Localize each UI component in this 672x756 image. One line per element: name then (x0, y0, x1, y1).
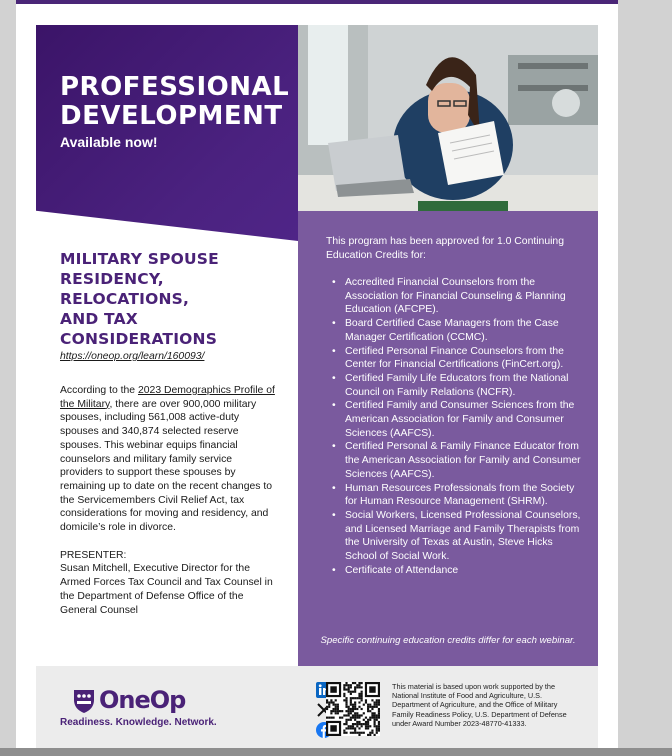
credit-item: • Certificate of Attendance (328, 564, 583, 578)
credits-note: Specific continuing education credits differ for each webinar. (320, 635, 576, 646)
credits-list (328, 276, 583, 577)
webinar-title-line: AND TAX CONSIDERATIONS (60, 310, 218, 348)
credit-item: • Social Workers, Licensed Professional Counselors, and Licensed Marriage and Family Therapists from the University of Texas at Austin, Steve Hicks School of Social Work. (328, 509, 583, 564)
credit-item: • Accredited Financial Counselors from the Association for Financial Counseling & Planning Education (AFCPE). (328, 276, 583, 317)
credit-item: • Human Resources Professionals from the Society for Human Resource Management (SHRM). (328, 482, 583, 509)
credit-item: • Certified Personal & Family Finance Educator from the American Association for Family and Consumer Sciences (AAFCS). (328, 440, 583, 481)
credits-intro: This program has been approved for 1.0 Continuing Education Credits for: (326, 236, 564, 261)
qr-code[interactable] (326, 682, 380, 736)
hero-subtitle: Available now! (60, 134, 158, 150)
credit-item: • Board Certified Case Managers from the Case Manager Certification (CCMC). (328, 317, 583, 344)
webinar-title (60, 249, 276, 349)
logo-tagline: Readiness. Knowledge. Network. (60, 717, 217, 728)
hero-title (60, 73, 289, 131)
logo-wordmark: OneOp (99, 686, 186, 714)
webinar-details (60, 249, 276, 617)
funding-disclaimer: This material is based upon work supported by the National Institute of Food and Agriculture, U.S. Department of Agriculture, and the Office of Military Family Readiness Policy, U.S. Department of Defense under Award Number 2023-48770-41333. (392, 682, 567, 728)
top-accent-bar (16, 0, 618, 4)
webinar-title-line: RESIDENCY, RELOCATIONS, (60, 270, 190, 308)
demographics-profile-link[interactable]: 2023 Demographics Profile of the Military (60, 385, 275, 410)
footer (36, 666, 598, 748)
hero-background (36, 25, 298, 241)
hero-title-line: DEVELOPMENT (60, 101, 283, 131)
credit-item: • Certified Family and Consumer Sciences from the American Association for Family and Consumer Sciences (AAFCS). (328, 399, 583, 440)
presenter-section (60, 549, 276, 618)
flyer-page (16, 0, 618, 748)
presenter-label: PRESENTER: (60, 549, 127, 561)
webinar-url-link[interactable]: https://oneop.org/learn/160093/ (60, 351, 205, 362)
credit-item: • Certified Family Life Educators from the National Council on Family Relations (NCFR). (328, 372, 583, 399)
hero-photo (298, 25, 598, 211)
shield-icon (72, 688, 96, 714)
description-body: , there are over 900,000 military spouses, including 561,008 active-duty spouses and 340,874 selected reserve spouses. This webinar equips financial counselors and military family service providers to support these spouses by remaining up to date on the recent changes to the Servicemembers Civil Relief Act, tax considerations for moving and residency, and domicile’s role in divorce. (60, 398, 272, 534)
presenter-text: Susan Mitchell, Executive Director for the Armed Forces Tax Council and Tax Counsel in the Department of Defense Office of the General Counsel (60, 563, 273, 616)
description-prefix: According to the (60, 385, 138, 396)
credits-panel (298, 211, 598, 666)
oneop-logo[interactable] (60, 685, 217, 733)
webinar-description (60, 384, 276, 535)
webinar-title-line: MILITARY SPOUSE (60, 250, 219, 268)
credit-item: • Certified Personal Finance Counselors from the Center for Financial Certifications (FinCert.org). (328, 345, 583, 372)
bottom-bar (0, 748, 672, 756)
hero-title-line: PROFESSIONAL (60, 72, 290, 102)
hero-banner (36, 25, 298, 241)
